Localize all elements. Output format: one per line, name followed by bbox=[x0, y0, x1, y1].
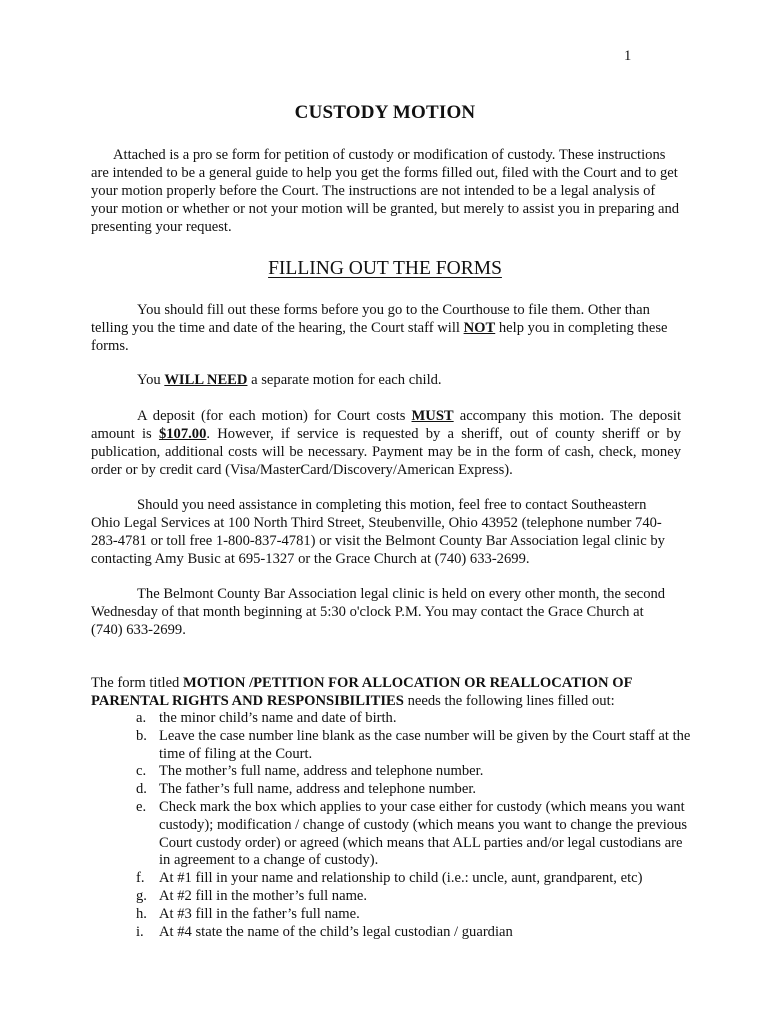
emphasis-will-need: WILL NEED bbox=[164, 372, 248, 388]
emphasis-must: MUST bbox=[411, 408, 454, 424]
list-item: g. At #2 fill in the mother’s full name. bbox=[136, 887, 368, 904]
list-item: b. Leave the case number line blank as the case number will be given by the Court staff at the time of filing at the Court. bbox=[136, 727, 691, 762]
list-item: d. The father’s full name, address and telephone number. bbox=[136, 781, 477, 798]
document-title: CUSTODY MOTION bbox=[294, 102, 476, 123]
list-item: i. At #4 state the name of the child’s legal custodian / guardian bbox=[136, 923, 513, 940]
list-item: c. The mother’s full name, address and telephone number. bbox=[136, 763, 484, 780]
section-heading-text: FILLING OUT THE FORMS bbox=[268, 258, 502, 279]
list-item: a. the minor child’s name and date of birth. bbox=[136, 710, 397, 726]
paragraph-form-titled: The form titled MOTION /PETITION FOR ALLOCATION OR REALLOCATION OF PARENTAL RIGHTS AND RESPONSIBILITIES needs the following lines filled out: bbox=[91, 675, 632, 709]
list-item: f. At #1 fill in your name and relationship to child (i.e.: uncle, aunt, grandparent, etc) bbox=[136, 870, 643, 887]
emphasis-not: NOT bbox=[463, 320, 496, 336]
paragraph-will-need: You WILL NEED a separate motion for each child. bbox=[137, 372, 442, 388]
deposit-amount: $107.00 bbox=[158, 426, 207, 442]
section-heading bbox=[0, 257, 770, 281]
form-title: MOTION /PETITION FOR ALLOCATION OR REALLOCATION OF PARENTAL RIGHTS AND RESPONSIBILITIES bbox=[91, 675, 632, 709]
paragraph-deposit: A deposit (for each motion) for Court costs MUST accompany this motion. The deposit amount is $107.00. However, if service is requested by a sheriff, out of county sheriff or by publication, additional costs will be necessary. Payment may be in the form of cash, check, money order or by credit card (Visa/MasterCard/Discovery/American Express). bbox=[91, 408, 682, 478]
list-item: e. Check mark the box which applies to your case either for custody (which means you want custody); modification / change of custody (which means you want to change the previous Court custody order) or agreed (which means that ALL parties and/or legal custodians are in agreement to a change of custody). bbox=[136, 798, 688, 869]
paragraph-legal-clinic: The Belmont County Bar Association legal clinic is held on every other month, the second Wednesday of that month beginning at 5:30 o'clock P.M. You may contact the Grace Church at (740) 633-2699. bbox=[91, 586, 666, 638]
list-item: h. At #3 fill in the father’s full name. bbox=[136, 905, 360, 922]
paragraph-assistance: Should you need assistance in completing this motion, feel free to contact Southeastern Ohio Legal Services at 100 North Third Street, Steubenville, Ohio 43952 (telephone number 740-283-4781 or toll free 1-800-837-4781) or visit the Belmont County Bar Association legal clinic by contacting Amy Busic at 695-1327 or the Grace Church at (740) 633-2699. bbox=[91, 497, 665, 567]
page-number: 1 bbox=[624, 48, 632, 64]
intro-paragraph: Attached is a pro se form for petition of custody or modification of custody. These instructions are intended to be a general guide to help you get the forms filled out, filed with the Court and to get your motion properly before the Court. The instructions are not intended to be a legal analysis of your motion or whether or not your motion will be granted, but merely to assist you in preparing and presenting your request. bbox=[91, 147, 680, 235]
instruction-list bbox=[91, 710, 691, 941]
paragraph-fill-before-courthouse: You should fill out these forms before you go to the Courthouse to file them. Other than telling you the time and date of the hearing, the Court staff will NOT help you in completing these forms. bbox=[91, 302, 668, 354]
